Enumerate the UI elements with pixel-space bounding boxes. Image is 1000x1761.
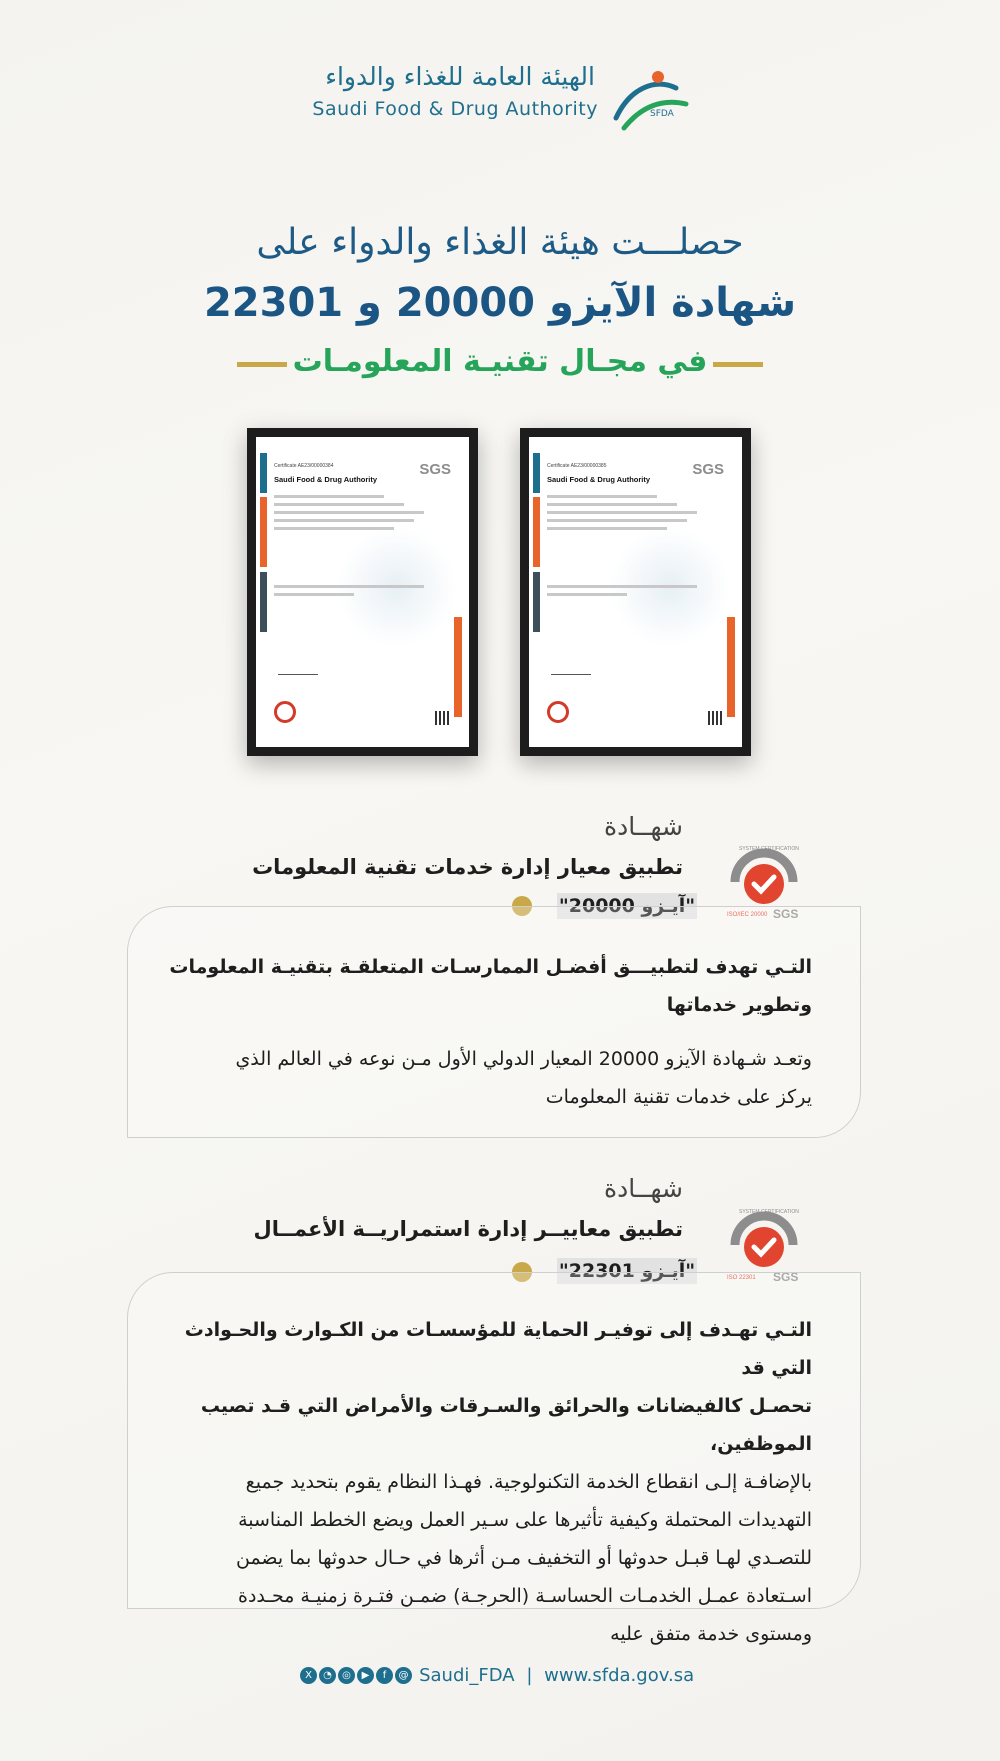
- cert-stripe: [260, 453, 267, 493]
- cert-text-line: [274, 593, 354, 596]
- sfda-logo: [300, 62, 690, 132]
- section1-title: تطبيق معيار إدارة خدمات تقنية المعلومات: [252, 855, 683, 879]
- certification-seal-icon: [547, 701, 569, 723]
- cert-stripe: [533, 572, 540, 632]
- badge-brand: SGS: [773, 1270, 799, 1283]
- threads-icon[interactable]: @: [395, 1667, 412, 1684]
- logo-mark-text: SFDA: [650, 109, 674, 119]
- cert-text-line: [274, 511, 424, 514]
- section2-line-4: التهديدات المحتملة وكيفية تأثيرها على سـير العمل ويضع الخطط المناسبة: [238, 1509, 812, 1531]
- section1-body: [150, 948, 812, 1116]
- section1-line-4: يركز على خدمات تقنية المعلومات: [545, 1086, 812, 1108]
- sfda-mark-icon: [610, 68, 690, 132]
- cert-text-line: [547, 503, 677, 506]
- heading-line-3: في مجـال تقنيـة المعلومـات: [292, 344, 708, 379]
- badge-brand: SGS: [773, 907, 799, 920]
- qr-code-icon: [708, 711, 722, 725]
- section2-title: تطبيق معاييــر إدارة استمراريــة الأعمــال: [253, 1217, 683, 1241]
- logo-arabic-text: الهيئة العامة للغذاء والدواء: [325, 62, 595, 91]
- heading-divider-left: [237, 362, 287, 367]
- section1-iso-tag: "آيـزو 20000": [558, 895, 696, 917]
- section2-label: شهــادة: [604, 1174, 683, 1203]
- section1-bold-line-1: التـي تهدف لتطبيـــق أفضـل الممارسـات المتعلقـة بتقنيـة المعلومات: [169, 956, 812, 978]
- footer: [300, 1665, 700, 1695]
- signature: [278, 660, 318, 675]
- facebook-icon[interactable]: f: [376, 1667, 393, 1684]
- section1-line-3: وتعـد شـهادة الآيزو 20000 المعيار الدولي الأول مـن نوعه في العالم الذي: [235, 1048, 812, 1070]
- certificate-frame-iso-22301: [247, 428, 478, 756]
- certificate-number: Certificate AE23/00000384: [274, 463, 334, 469]
- cert-stripe: [533, 453, 540, 493]
- certificate-document: [256, 437, 469, 747]
- logo-english-text: Saudi Food & Drug Authority: [312, 98, 598, 120]
- section2-line-5: للتصـدي لهـا قبـل حدوثها أو التخفيف مـن أثرها في حـال حدوثها بما يضمن: [235, 1547, 812, 1569]
- section2-bold-line-1: التـي تهـدف إلى توفيـر الحماية للمؤسسـات من الكـوارث والحـوادث التي قد: [184, 1319, 812, 1379]
- cert-text-line: [547, 495, 657, 498]
- section2-iso-tag: "آيـزو 22301": [558, 1260, 696, 1282]
- instagram-icon[interactable]: ◎: [338, 1667, 355, 1684]
- badge-side: ISO 22301: [727, 1275, 756, 1281]
- section2-bold-line-2: تحصـل كالفيضانات والحرائق والسـرقات والأمراض التي قـد تصيب الموظفين،: [200, 1395, 812, 1455]
- certificate-number: Certificate AE23/00000385: [547, 463, 607, 469]
- qr-code-icon: [435, 711, 449, 725]
- certificate-document: [529, 437, 742, 747]
- cert-stripe: [533, 497, 540, 567]
- x-icon[interactable]: X: [300, 1667, 317, 1684]
- section1-label: شهــادة: [604, 812, 683, 841]
- cert-text-line: [274, 495, 384, 498]
- footer-separator: |: [526, 1665, 533, 1686]
- certificate-holder: Saudi Food & Drug Authority: [274, 475, 378, 484]
- heading-line-2: شهادة الآيزو 20000 و 22301: [203, 280, 797, 326]
- cert-text-line: [547, 593, 627, 596]
- certificate-holder: Saudi Food & Drug Authority: [547, 475, 651, 484]
- badge-side: ISO/IEC 20000: [727, 912, 768, 918]
- cert-text-line: [547, 527, 667, 530]
- cert-text-line: [274, 519, 414, 522]
- cert-stripe: [727, 617, 735, 717]
- cert-stripe: [454, 617, 462, 717]
- cert-text-line: [274, 503, 404, 506]
- cert-text-line: [547, 585, 697, 588]
- cert-text-line: [547, 519, 687, 522]
- heading-line-1: حصلـــت هيئة الغذاء والدواء على: [256, 222, 744, 263]
- snapchat-icon[interactable]: ◔: [319, 1667, 336, 1684]
- cert-text-line: [274, 585, 424, 588]
- cert-text-line: [547, 511, 697, 514]
- signature: [551, 660, 591, 675]
- sgs-logo: SGS: [419, 461, 451, 478]
- heading-divider-right: [713, 362, 763, 367]
- section2-line-7: ومستوى خدمة متفق عليه: [610, 1623, 812, 1645]
- section2-body: [150, 1311, 812, 1653]
- cert-stripe: [260, 497, 267, 567]
- sgs-logo: SGS: [692, 461, 724, 478]
- section1-bold-line-2: وتطوير خدماتها: [666, 994, 812, 1016]
- section2-line-3: بالإضافـة إلـى انقطاع الخدمة التكنولوجية. فهـذا النظام يقوم بتحديد جميع: [245, 1471, 812, 1493]
- section2-line-6: اسـتعادة عمـل الخدمـات الحساسـة (الحرجـة) ضمـن فتـرة زمنيـة محـددة: [237, 1585, 812, 1607]
- certificate-frame-iso-20000: [520, 428, 751, 756]
- footer-handle[interactable]: Saudi_FDA: [419, 1665, 515, 1686]
- badge-top: SYSTEM CERTIFICATION: [739, 846, 799, 852]
- cert-stripe: [260, 572, 267, 632]
- cert-text-line: [274, 527, 394, 530]
- badge-top: SYSTEM CERTIFICATION: [739, 1209, 799, 1215]
- certification-seal-icon: [274, 701, 296, 723]
- footer-website-link[interactable]: www.sfda.gov.sa: [544, 1665, 695, 1686]
- youtube-icon[interactable]: ▶: [357, 1667, 374, 1684]
